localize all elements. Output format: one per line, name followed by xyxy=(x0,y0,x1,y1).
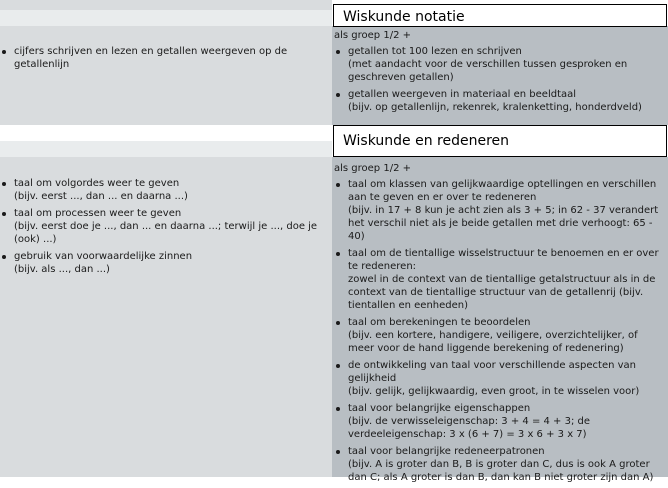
list-item-example: (bijv. in 17 + 8 kun je acht zien als 3 + 5; in 62 - 37 verandert het verschil niet als je beide getallen met drie verhoogt: 65 - 40) xyxy=(348,205,659,242)
section1-right-content xyxy=(334,29,666,118)
list-item xyxy=(0,250,330,276)
list-item-text: gebruik van voorwaardelijke zinnen xyxy=(14,251,193,262)
section1-header: Wiskunde notatie xyxy=(333,4,667,27)
list-item xyxy=(334,247,666,312)
section2-header-strip xyxy=(0,141,332,157)
list-item-example: (bijv. gelijk, gelijkwaardig, even groot, in te wisselen voor) xyxy=(348,386,640,397)
list-item xyxy=(334,178,666,243)
list-item-text: de ontwikkeling van taal voor verschillende aspecten van gelijkheid xyxy=(348,360,636,384)
section2-left-list xyxy=(0,177,330,280)
list-item-text: taal om berekeningen te beoordelen xyxy=(348,317,531,328)
list-item-example: (bijv. eerst doe je ..., dan ... en daarna ...; terwijl je ..., doe je (ook) ...) xyxy=(14,221,318,245)
list-item xyxy=(334,316,666,355)
section2-right-label: als groep 1/2 + xyxy=(334,163,411,174)
list-item xyxy=(334,445,666,484)
list-item xyxy=(0,45,330,71)
list-item-example: (bijv. de verwisseleigenschap: 3 + 4 = 4 + 3; de verdeeleigenschap: 3 x (6 + 7) = 3 x 6 + 3 x 7) xyxy=(348,416,591,440)
list-item xyxy=(334,45,666,84)
section1-header-strip xyxy=(0,10,332,26)
list-item xyxy=(334,402,666,441)
list-item xyxy=(0,177,330,203)
list-item-example: zowel in de context van de tientallige getalstructuur als in de context van de tientallige structuur van de getallenrij (bijv. tientallen en eenheden) xyxy=(348,274,656,311)
list-item-text: taal voor belangrijke redeneerpatronen xyxy=(348,446,545,457)
list-item xyxy=(334,88,666,114)
list-item-text: taal om volgordes weer te geven xyxy=(14,178,180,189)
list-item-example: (bijv. een kortere, handigere, veiligere, overzichtelijker, of meer voor de hand liggende berekening of redenering) xyxy=(348,330,638,354)
list-item-example: (bijv. A is groter dan B, B is groter dan C, dus is ook A groter dan C; als A groter is dan B, dan kan B niet groter zijn dan A) xyxy=(348,459,654,483)
list-item-text: taal om klassen van gelijkwaardige optellingen en verschillen aan te geven en er over te redeneren xyxy=(348,179,657,203)
list-item-example: (bijv. als ..., dan ...) xyxy=(14,264,110,275)
list-item-example: (met aandacht voor de verschillen tussen gesproken en geschreven getallen) xyxy=(348,59,628,83)
list-item-text: cijfers schrijven en lezen en getallen weergeven op de getallenlijn xyxy=(14,46,288,70)
top-left-band xyxy=(0,0,332,10)
section1-left-list xyxy=(0,45,330,75)
list-item-text: taal voor belangrijke eigenschappen xyxy=(348,403,531,414)
list-item-text: getallen weergeven in materiaal en beeldtaal xyxy=(348,89,577,100)
section2-right-content xyxy=(334,162,666,488)
list-item-example: (bijv. op getallenlijn, rekenrek, kralenketting, honderdveld) xyxy=(348,102,642,113)
list-item-example: (bijv. eerst ..., dan ... en daarna ...) xyxy=(14,191,188,202)
list-item-text: taal om de tientallige wisselstructuur te benoemen en er over te redeneren: xyxy=(348,248,659,272)
list-item xyxy=(0,207,330,246)
list-item xyxy=(334,359,666,398)
section1-right-label: als groep 1/2 + xyxy=(334,30,411,41)
list-item-text: taal om processen weer te geven xyxy=(14,208,182,219)
section1-left-cell xyxy=(0,26,332,125)
list-item-text: getallen tot 100 lezen en schrijven xyxy=(348,46,522,57)
section2-header: Wiskunde en redeneren xyxy=(333,125,667,157)
